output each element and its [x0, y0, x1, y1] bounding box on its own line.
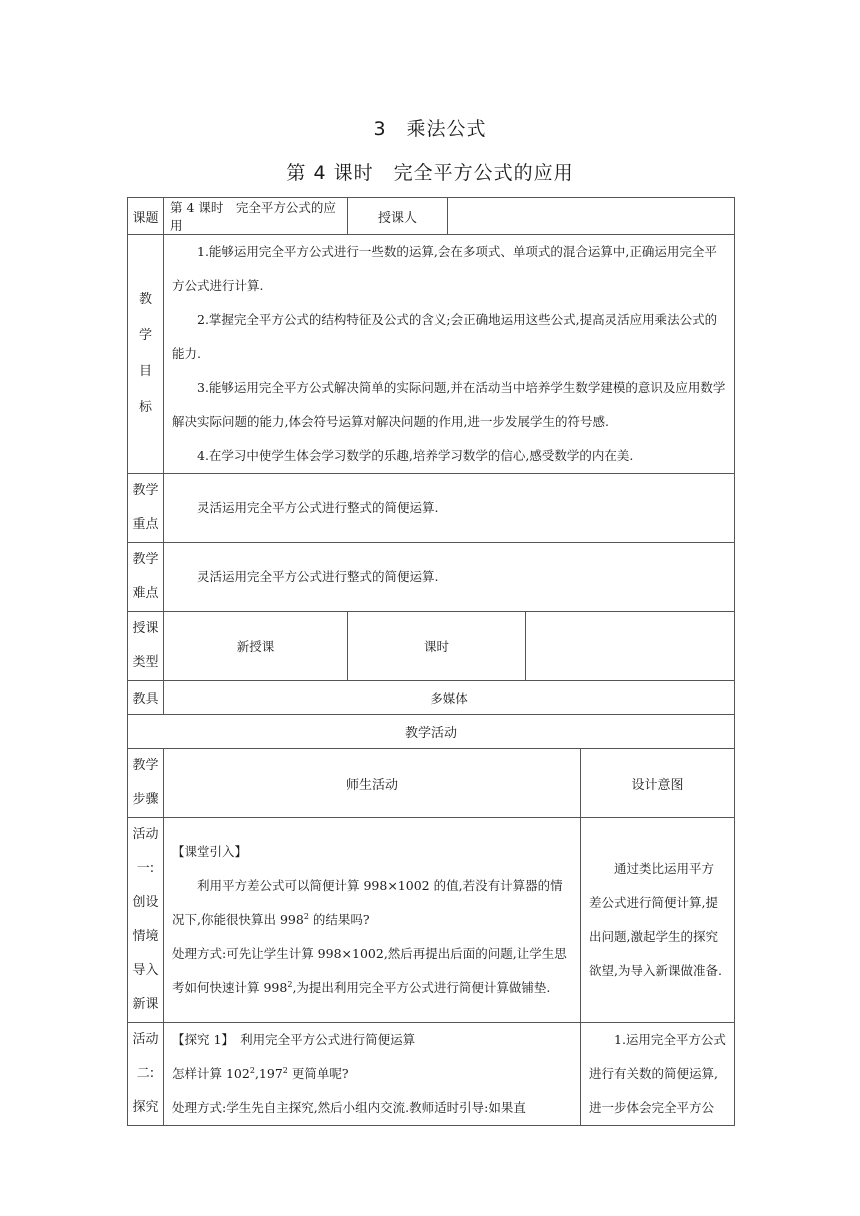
activities-header-row	[128, 715, 735, 749]
key-points-content: 灵活运用完全平方公式进行整式的简便运算.	[164, 474, 735, 543]
activity-one-question: 利用平方差公式可以简便计算 998×1002 的值,若没有计算器的情况下,你能很快算出 $998^2$ 的结果吗?	[172, 878, 563, 927]
activity-one-content	[164, 818, 581, 1023]
lesson-plan-table	[127, 197, 735, 1126]
activity-two-heading: 【探究 1】 利用完全平方公式进行简便运算	[172, 1032, 416, 1047]
activity-two-row	[128, 1023, 735, 1126]
activities-header: 教学活动	[128, 715, 735, 749]
activity-two-design: 1.运用完全平方公式进行有关数的简便运算,进一步体会完全平方公	[581, 1023, 735, 1126]
tools-row	[128, 681, 735, 715]
objective-item: 1.能够运用完全平方公式进行一些数的运算,会在多项式、单项式的混合运算中,正确运用完全平方公式进行计算.	[172, 244, 717, 293]
objectives-row	[128, 235, 735, 474]
steps-label: 教学 步骤	[128, 749, 164, 818]
topic-value: 第 4 课时 完全平方公式的应用	[164, 198, 348, 235]
key-points-label: 教学 重点	[128, 474, 164, 543]
steps-header-row	[128, 749, 735, 818]
hours-label: 课时	[348, 612, 526, 681]
objectives-content	[164, 235, 735, 474]
hours-value	[526, 612, 735, 681]
objective-item: 4.在学习中使学生体会学习数学的乐趣,培养学习数学的信心,感受数学的内在美.	[197, 448, 634, 463]
topic-label: 课题	[128, 198, 164, 235]
tools-value: 多媒体	[164, 681, 735, 715]
difficulties-label: 教学 难点	[128, 543, 164, 612]
activity-one-method: 处理方式:可先让学生计算 998×1002,然后再提出后面的问题,让学生思考如何快速计算 $998^2$,为提出利用完全平方公式进行简便计算做铺垫.	[172, 946, 567, 995]
teacher-value	[448, 198, 735, 235]
design-column-header: 设计意图	[581, 749, 735, 818]
tools-label: 教具	[128, 681, 164, 715]
activity-two-question: 怎样计算 $102^2,197^2$ 更简单呢?	[172, 1065, 349, 1081]
objective-item: 3.能够运用完全平方公式解决简单的实际问题,并在活动当中培养学生数学建模的意识及应用数学解决实际问题的能力,体会符号运算对解决问题的作用,进一步发展学生的符号感.	[172, 380, 726, 429]
objectives-label: 教 学 目 标	[128, 235, 164, 474]
activity-two-label: 活动 二: 探究	[128, 1023, 164, 1126]
activity-one-heading: 【课堂引入】	[172, 844, 248, 859]
type-label: 授课 类型	[128, 612, 164, 681]
difficulties-row	[128, 543, 735, 612]
activity-two-content	[164, 1023, 581, 1126]
section-title: 3 乘法公式	[373, 118, 487, 140]
key-points-row	[128, 474, 735, 543]
difficulties-content: 灵活运用完全平方公式进行整式的简便运算.	[164, 543, 735, 612]
type-row	[128, 612, 735, 681]
activity-column-header: 师生活动	[164, 749, 581, 818]
activity-one-label: 活动 一: 创设 情境 导入 新课	[128, 818, 164, 1023]
activity-two-method: 处理方式:学生先自主探究,然后小组内交流.教师适时引导:如果直	[172, 1100, 526, 1115]
topic-row	[128, 198, 735, 235]
objective-item: 2.掌握完全平方公式的结构特征及公式的含义;会正确地运用这些公式,提高灵活应用乘法公式的能力.	[172, 312, 718, 361]
teacher-label: 授课人	[348, 198, 448, 235]
activity-one-design: 通过类比运用平方差公式进行简便计算,提出问题,激起学生的探究欲望,为导入新课做准备.	[581, 818, 735, 1023]
lesson-title: 第 4 课时 完全平方公式的应用	[286, 162, 574, 184]
type-value: 新授课	[164, 612, 348, 681]
activity-one-row	[128, 818, 735, 1023]
